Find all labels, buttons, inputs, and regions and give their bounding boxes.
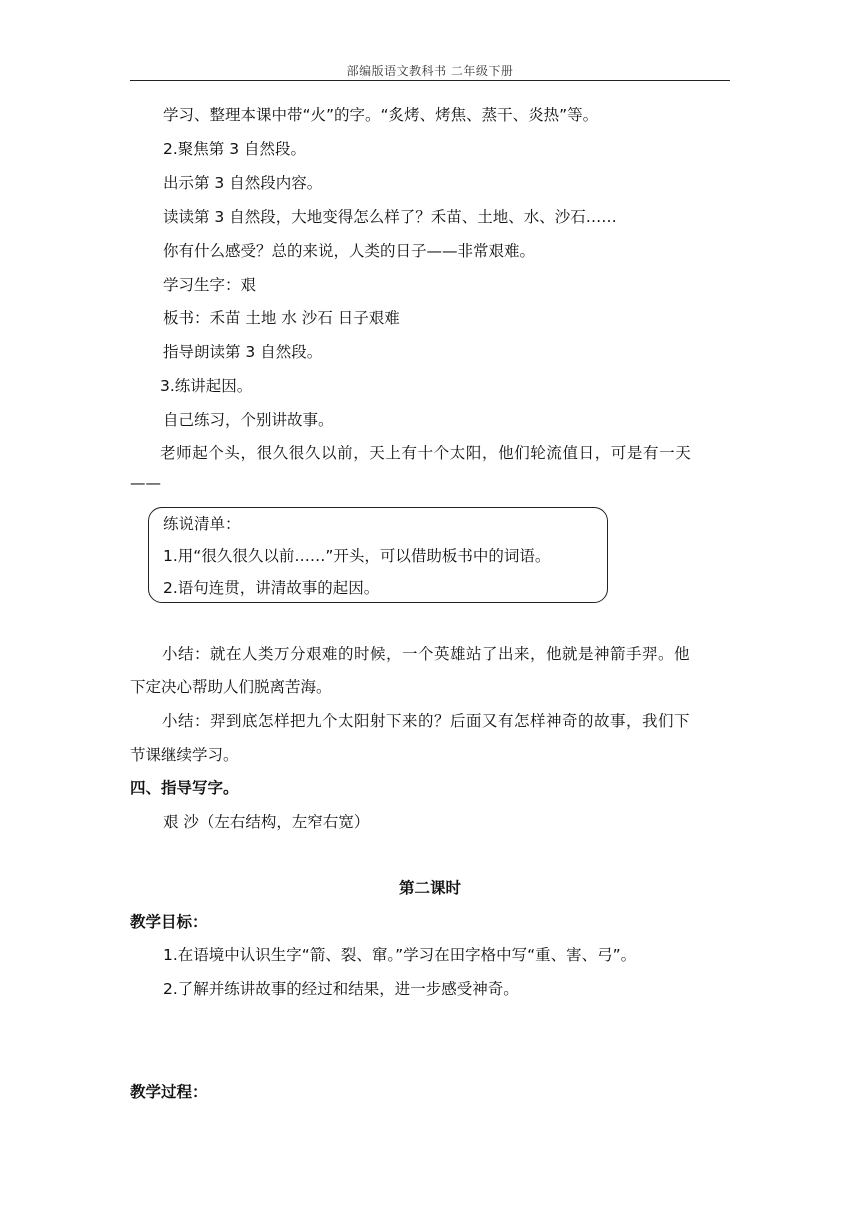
checklist-title: 练说清单： bbox=[163, 515, 241, 533]
practice-checklist-box bbox=[148, 507, 608, 603]
step-2-heading: 2.聚焦第 3 自然段。 bbox=[163, 140, 307, 158]
summary-2-line-2: 节课继续学习。 bbox=[130, 746, 239, 764]
page-header: 部编版语文教科书 二年级下册 bbox=[346, 64, 514, 78]
paragraph-teacher-start-cont: —— bbox=[130, 474, 161, 492]
paragraph-guided-reading: 指导朗读第 3 自然段。 bbox=[163, 343, 323, 361]
header-divider bbox=[130, 80, 730, 81]
paragraph-show-content: 出示第 3 自然段内容。 bbox=[163, 174, 323, 192]
paragraph-read-question: 读读第 3 自然段，大地变得怎么样了？禾苗、土地、水、沙石…… bbox=[163, 208, 617, 226]
paragraph-blackboard: 板书：禾苗 土地 水 沙石 日子艰难 bbox=[163, 309, 400, 327]
paragraph-practice: 自己练习，个别讲故事。 bbox=[163, 411, 334, 429]
paragraph-new-character: 学习生字：艰 bbox=[163, 276, 257, 294]
step-3-heading: 3.练讲起因。 bbox=[160, 377, 253, 395]
teaching-goals-heading: 教学目标： bbox=[130, 913, 208, 931]
teaching-goal-2: 2.了解并练讲故事的经过和结果，进一步感受神奇。 bbox=[163, 980, 519, 998]
section-4-content: 艰 沙（左右结构，左窄右宽） bbox=[163, 813, 370, 831]
paragraph-teacher-start: 老师起个头，很久很久以前，天上有十个太阳，他们轮流值日，可是有一天 bbox=[160, 444, 692, 462]
teaching-process-heading: 教学过程： bbox=[130, 1083, 208, 1101]
summary-1-line-1: 小结：就在人类万分艰难的时候，一个英雄站了出来，他就是神箭手羿。他 bbox=[162, 645, 691, 663]
section-4-heading: 四、指导写字。 bbox=[130, 779, 239, 797]
paragraph-fire-characters: 学习、整理本课中带“火”的字。“炙烤、烤焦、蒸干、炎热”等。 bbox=[163, 106, 599, 124]
summary-1-line-2: 下定决心帮助人们脱离苦海。 bbox=[130, 678, 332, 696]
paragraph-feeling: 你有什么感受？总的来说，人类的日子——非常艰难。 bbox=[163, 242, 536, 260]
teaching-goal-1: 1.在语境中认识生字“箭、裂、窜。”学习在田字格中写“重、害、弓”。 bbox=[163, 946, 637, 964]
summary-2-line-1: 小结：羿到底怎样把九个太阳射下来的？后面又有怎样神奇的故事，我们下 bbox=[162, 712, 691, 730]
checklist-item-2: 2.语句连贯，讲清故事的起因。 bbox=[163, 579, 380, 597]
checklist-item-1: 1.用“很久很久以前……”开头，可以借助板书中的词语。 bbox=[163, 547, 551, 565]
lesson-2-title: 第二课时 bbox=[398, 879, 461, 897]
